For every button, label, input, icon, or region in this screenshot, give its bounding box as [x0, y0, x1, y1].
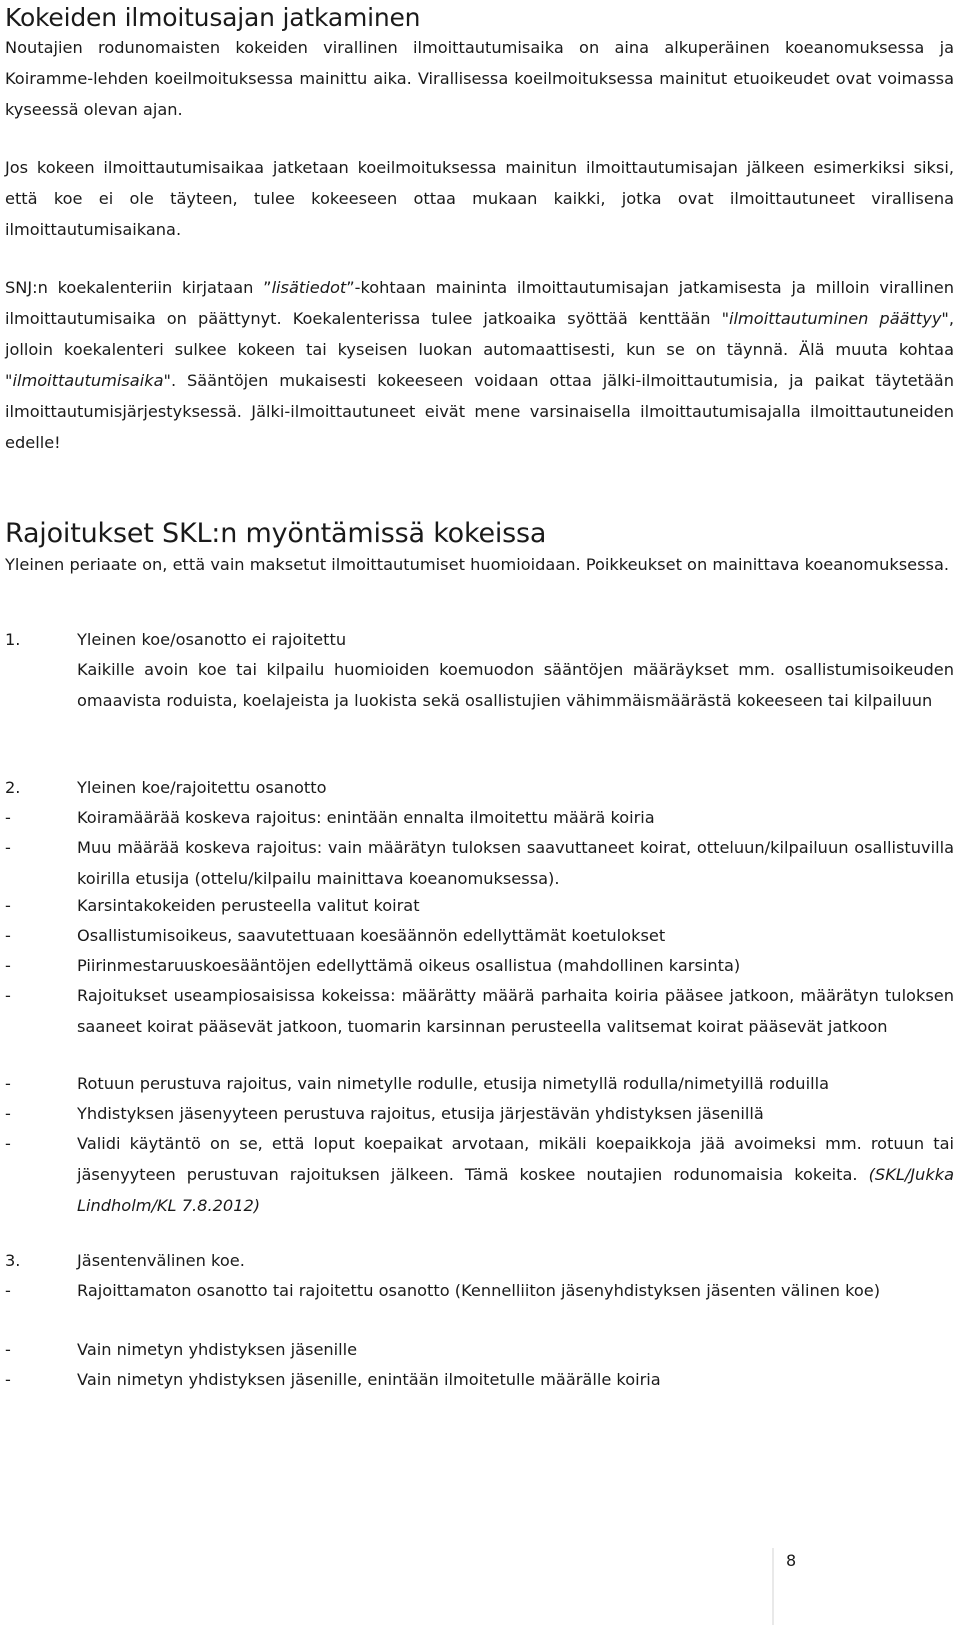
paragraph-calendar: SNJ:n koekalenteriin kirjataan ”lisätiedot”-kohtaan maininta ilmoittautumisajan jatkamisesta ja milloin virallinen ilmoittautumisaika on päättynyt. Koekalenterissa tulee jatkoaika syöttää kenttään "ilmoittautuminen päättyy", jolloin koekalenteri sulkee kokeen tai kyseisen luokan automaattisesti, kun se on täynnä. Älä muuta kohtaa "ilmoittautumisaika". Sääntöjen mukaisesti kokeeseen voidaan ottaa jälki-ilmoittautumisia, ja paikat täytetään ilmoittautumisjärjestyksessä. Jälki-ilmoittautuneet eivät mene varsinaisella ilmoittautumisajalla ilmoittautuneiden edelle! [5, 278, 954, 452]
paragraph-extension: Jos kokeen ilmoittautumisaikaa jatketaan koeilmoituksessa mainitun ilmoittautumisajan jälkeen esimerkiksi siksi, että koe ei ole täyteen, tulee kokeeseen ottaa mukaan kaikki, jotka ovat ilmoittautuneet virallisena ilmoittautumisaikana. [5, 158, 954, 239]
list-item: - Piirinmestaruuskoesääntöjen edellyttämä oikeus osallistua (mahdollinen karsinta) [5, 956, 741, 975]
list-item: - Rotuun perustuva rajoitus, vain nimetylle rodulle, etusija nimetyllä rodulla/nimetyillä roduilla [5, 1074, 829, 1093]
footer-divider [772, 1548, 774, 1625]
list-item: - Muu määrää koskeva rajoitus: vain määrätyn tuloksen saavuttaneet koirat, otteluun/kilpailuun osallistuvilla koirilla etusija (ottelu/kilpailu mainittava koeanomuksessa). [5, 838, 954, 888]
list-item-1-body: Kaikille avoin koe tai kilpailu huomioiden koemuodon sääntöjen määräykset mm. osallistumisoikeuden omaavista roduista, koelajeista ja luokista sekä osallistujien vähimmäismäärästä kokeeseen tai kilpailuun [77, 660, 954, 710]
list-item: - Validi käytäntö on se, että loput koepaikat arvotaan, mikäli koepaikkoja jää avoimeksi mm. rotuun tai jäsenyyteen perustuvan rajoituksen jälkeen. Tämä koskee noutajien rodunomaisia kokeita. (SKL/Jukka Lindholm/KL 7.8.2012) [5, 1134, 954, 1215]
list-item: - Vain nimetyn yhdistyksen jäsenille, enintään ilmoitetulle määrälle koiria [5, 1370, 661, 1389]
section-heading-extension: Kokeiden ilmoitusajan jatkaminen [5, 3, 421, 32]
list-item: - Rajoittamaton osanotto tai rajoitettu osanotto (Kennelliiton jäsenyhdistyksen jäsenten välinen koe) [5, 1281, 881, 1300]
paragraph-general-principle: Yleinen periaate on, että vain maksetut ilmoittautumiset huomioidaan. Poikkeukset on mainittava koeanomuksessa. [5, 555, 950, 574]
list-item: - Koiramäärää koskeva rajoitus: enintään ennalta ilmoitettu määrä koiria [5, 808, 655, 827]
section-heading-restrictions: Rajoitukset SKL:n myöntämissä kokeissa [5, 518, 547, 549]
list-item: - Osallistumisoikeus, saavutettuaan koesäännön edellyttämät koetulokset [5, 926, 666, 945]
page-number: 8 [786, 1551, 797, 1570]
list-item-2-title: 2. Yleinen koe/rajoitettu osanotto [5, 778, 327, 797]
list-item: - Rajoitukset useampiosaisissa kokeissa: määrätty määrä parhaita koiria pääsee jatkoon, määrätyn tuloksen saaneet koirat pääsevät jatkoon, tuomarin karsinnan perusteella valitsemat koirat pääsevät jatkoon [5, 986, 954, 1036]
list-item: - Yhdistyksen jäsenyyteen perustuva rajoitus, etusija järjestävän yhdistyksen jäsenillä [5, 1104, 764, 1123]
list-item-3-title: 3. Jäsentenvälinen koe. [5, 1251, 245, 1270]
list-item: - Karsintakokeiden perusteella valitut koirat [5, 896, 420, 915]
list-item-1-title: 1. Yleinen koe/osanotto ei rajoitettu [5, 630, 347, 649]
source-citation: (SKL/Jukka Lindholm/KL 7.8.2012) [77, 1165, 954, 1215]
list-item: - Vain nimetyn yhdistyksen jäsenille [5, 1340, 358, 1359]
paragraph-official-period: Noutajien rodunomaisten kokeiden virallinen ilmoittautumisaika on aina alkuperäinen koeanomuksessa ja Koiramme-lehden koeilmoituksessa mainittu aika. Virallisessa koeilmoituksessa mainitut etuoikeudet ovat voimassa kyseessä olevan ajan. [5, 38, 954, 119]
